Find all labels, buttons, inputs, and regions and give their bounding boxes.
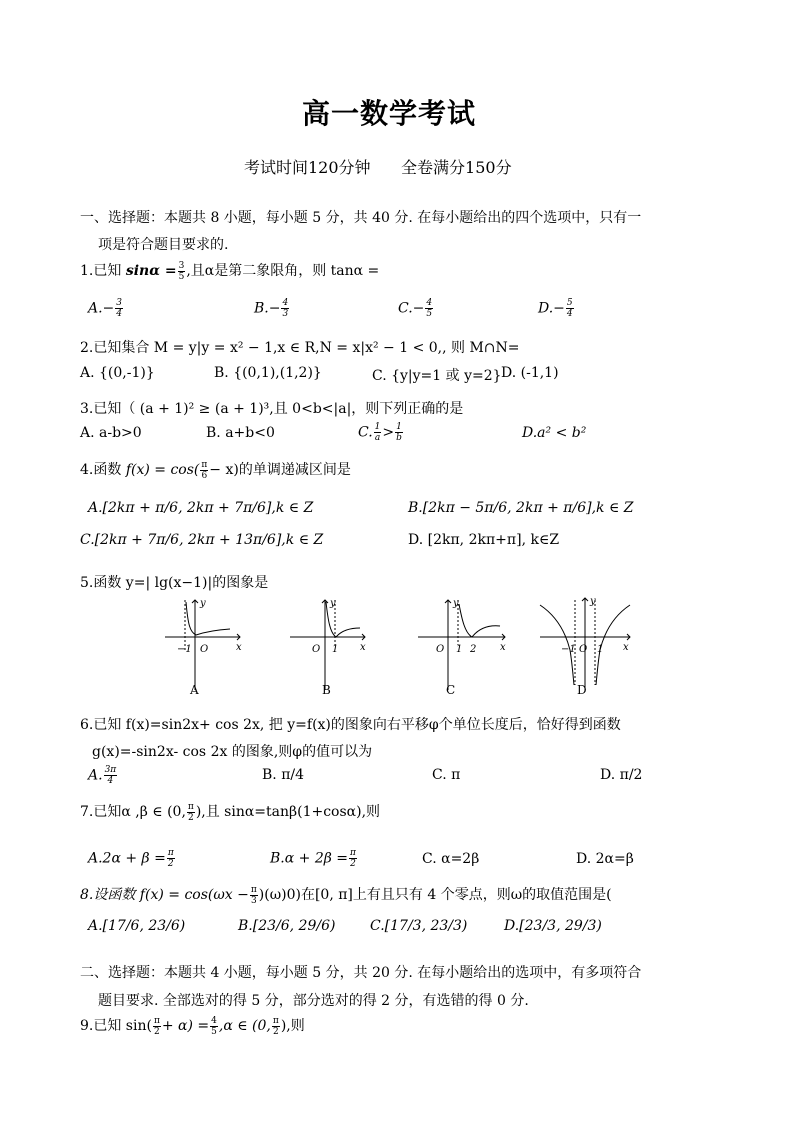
q6-line2: g(x)=-sin2x- cos 2x 的图象,则φ的值可以为 — [92, 744, 373, 760]
graph-c-origin: O — [436, 644, 445, 655]
graph-a-origin: O — [200, 644, 209, 655]
graph-b-label: B — [322, 683, 331, 697]
q6-line1: 6.已知 f(x)=sin2x+ cos 2x, 把 y=f(x)的图象向右平移φ个单位长度后，恰好得到函数 — [80, 717, 621, 733]
q4-option-b: B.[2kπ − 5π/6, 2kπ + π/6],k ∈ Z — [408, 500, 634, 516]
q8-option-b: B.[23/6, 29/6) — [238, 918, 336, 934]
graph-d-y: y — [590, 596, 596, 607]
q7-option-d: D. 2α=β — [576, 851, 634, 867]
q3-stem: 3.已知（ (a + 1)² ≥ (a + 1)³,且 0<b<|a|，则下列正确的是 — [80, 401, 464, 417]
section2-line2: 题目要求. 全部选对的得 5 分，部分选对的得 2 分，有选错的得 0 分. — [98, 993, 529, 1009]
q1-option-c: C.− $\frac{4}{5}$ — [398, 298, 433, 319]
q2-stem: 2.已知集合 M = y|y = x² − 1,x ∈ R,N = x|x² − 1 < 0,, 则 M∩N= — [80, 340, 520, 356]
graph-d-origin: O — [579, 644, 588, 655]
graph-a-tick-neg1: −1 — [177, 644, 192, 655]
q2-option-a: A. {(0,-1)} — [80, 365, 155, 381]
graph-b-x: x — [360, 642, 366, 653]
exam-info: 考试时间120分钟 全卷满分150分 — [244, 158, 512, 177]
graph-c-x: x — [500, 642, 506, 653]
graph-b-origin: O — [312, 644, 321, 655]
graph-c-label: C — [446, 683, 456, 697]
q8-option-a: A.[17/6, 23/6) — [88, 918, 186, 934]
section1-line2: 项是符合题目要求的. — [98, 237, 229, 253]
q4-option-d: D. [2kπ, 2kπ+π], k∈Z — [408, 532, 560, 548]
page-title: 高一数学考试 — [302, 97, 477, 130]
q9-stem: 9.已知 sin( $\frac{\pi}{2}$ + α) = $\frac{4}{5}$ ,α ∈ (0, $\frac{\pi}{2}$ ),则 — [80, 1015, 305, 1037]
q3-option-a: A. a-b>0 — [80, 425, 142, 441]
q4-option-c: C.[2kπ + 7π/6, 2kπ + 13π/6],k ∈ Z — [80, 532, 324, 548]
graph-c-y: y — [453, 598, 459, 609]
q5-graphs — [160, 590, 640, 700]
q2-option-b: B. {(0,1),(1,2)} — [214, 365, 322, 381]
q6-option-d: D. π/2 — [600, 767, 643, 783]
q4-stem: 4.函数 f(x) = cos( $\frac{\pi}{6}$ − x)的单调递减区间是 — [80, 459, 351, 481]
section2-line1: 二、选择题：本题共 4 小题，每小题 5 分，共 20 分. 在每小题给出的选项中，有多项符合 — [80, 965, 642, 981]
q3-option-c: C. $\frac{1}{a}$ > $\frac{1}{b}$ — [358, 422, 402, 443]
graph-b-tick-1: 1 — [332, 644, 339, 655]
q8-stem: 8.设函数 f(x) = cos(ωx − $\frac{\pi}{3}$ )(ω)0)在[0, π]上有且只有 4 个零点，则ω的取值范围是( — [80, 884, 612, 906]
graph-d-tick-1: 1 — [597, 644, 604, 655]
q5-stem: 5.函数 y=| lg(x−1)|的图象是 — [80, 575, 269, 591]
q7-stem: 7.已知α ,β ∈ (0, $\frac{\pi}{2}$ ),且 sinα=tanβ(1+cosα),则 — [80, 801, 381, 823]
q4-option-a: A.[2kπ + π/6, 2kπ + 7π/6],k ∈ Z — [88, 500, 314, 516]
q3-option-b: B. a+b<0 — [206, 425, 275, 441]
q1-option-b: B.− $\frac{4}{3}$ — [254, 298, 289, 319]
q1-stem: 1.已知 sinα = $\frac{3}{5}$ ,且α是第二象限角，则 tanα = — [80, 260, 380, 282]
graph-c-tick-1: 1 — [456, 644, 463, 655]
q6-option-b: B. π/4 — [262, 767, 305, 783]
q8-option-c: C.[17/3, 23/3) — [370, 918, 468, 934]
q2-option-c: C. {y|y=1 或 y=2} — [372, 368, 502, 384]
q7-option-a: A.2α + β = $\frac{\pi}{2}$ — [88, 848, 174, 869]
graph-d-x: x — [623, 642, 629, 653]
graph-d-tick-neg1: −1 — [561, 644, 576, 655]
q7-option-b: B.α + 2β = $\frac{\pi}{2}$ — [270, 848, 356, 869]
section1-line1: 一、选择题：本题共 8 小题，每小题 5 分，共 40 分. 在每小题给出的四个选项中，只有一 — [80, 210, 642, 226]
q3-option-d: D.a² < b² — [522, 425, 587, 441]
graph-b-y: y — [330, 598, 336, 609]
graph-c-tick-2: 2 — [470, 644, 477, 655]
graph-a-label: A — [190, 683, 199, 697]
q6-option-c: C. π — [432, 767, 461, 783]
graph-a-x: x — [236, 642, 242, 653]
q7-option-c: C. α=2β — [422, 851, 480, 867]
q1-option-d: D.− $\frac{5}{4}$ — [538, 298, 573, 319]
graph-d-label: D — [577, 683, 587, 697]
q8-option-d: D.[23/3, 29/3) — [504, 918, 602, 934]
q6-option-a: A. $\frac{3\pi}{4}$ — [88, 765, 117, 786]
q2-option-d: D. (-1,1) — [501, 365, 559, 381]
graph-a-y: y — [200, 598, 206, 609]
q1-option-a: A.− $\frac{3}{4}$ — [88, 298, 123, 319]
